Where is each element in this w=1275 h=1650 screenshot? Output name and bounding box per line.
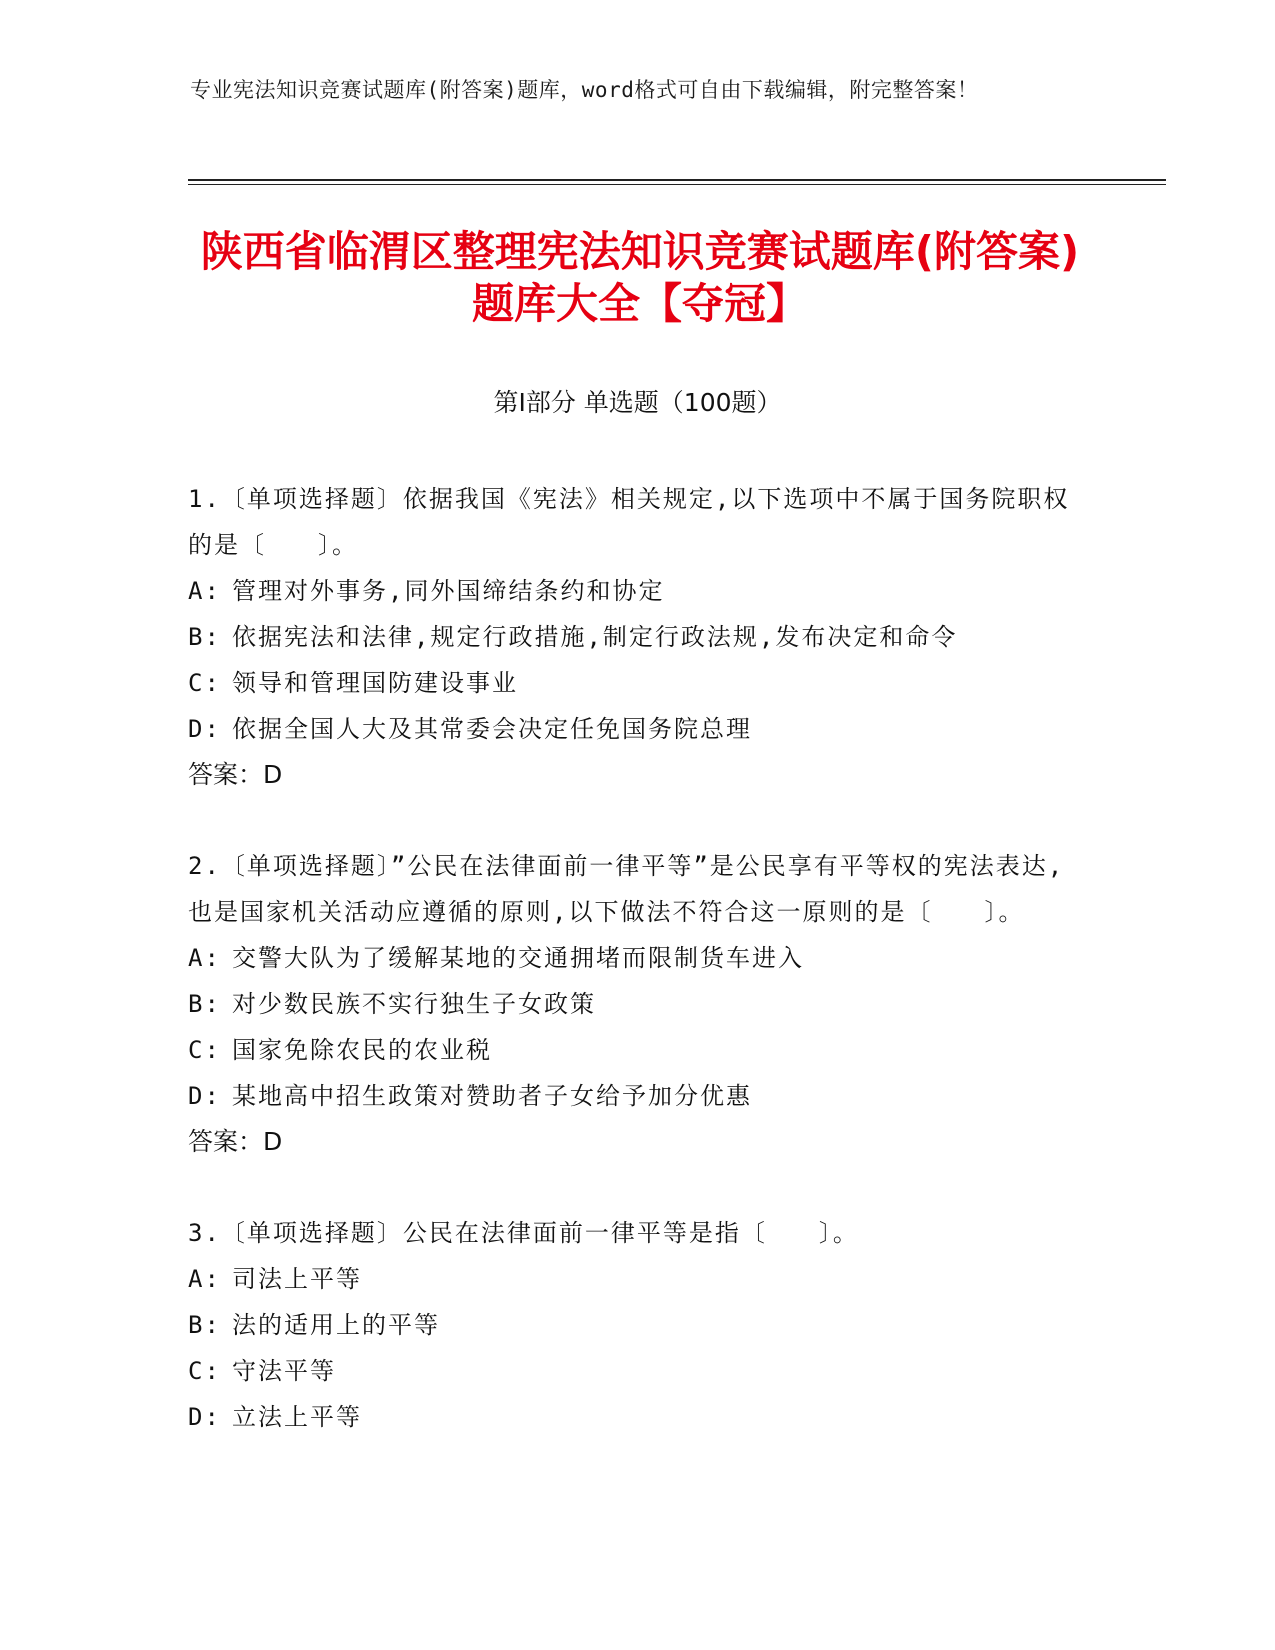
- option-c: [188, 1348, 1088, 1394]
- option-letter: A:: [188, 1265, 221, 1293]
- question-item: [188, 1210, 1088, 1440]
- option-a: [188, 568, 1088, 614]
- option-letter: D:: [188, 1403, 221, 1431]
- option-text: 管理对外事务,同外国缔结条约和协定: [232, 577, 665, 605]
- option-text: 某地高中招生政策对赞助者子女给予加分优惠: [232, 1082, 752, 1110]
- option-letter: B:: [188, 623, 221, 651]
- header-rule-thin: [188, 184, 1166, 185]
- option-letter: C:: [188, 1036, 221, 1064]
- option-letter: A:: [188, 944, 221, 972]
- option-b: [188, 614, 1088, 660]
- answer-line: 答案：D: [188, 760, 283, 789]
- option-text: 司法上平等: [232, 1265, 362, 1293]
- option-letter: C:: [188, 669, 221, 697]
- option-a: [188, 1256, 1088, 1302]
- option-c: [188, 660, 1088, 706]
- header-note: 专业宪法知识竞赛试题库(附答案)题库，word格式可自由下载编辑，附完整答案！: [190, 78, 979, 102]
- option-letter: D:: [188, 1082, 221, 1110]
- option-d: [188, 1394, 1088, 1440]
- option-b: [188, 981, 1088, 1027]
- option-d: [188, 706, 1088, 752]
- option-letter: B:: [188, 990, 221, 1018]
- option-c: [188, 1027, 1088, 1073]
- option-text: 交警大队为了缓解某地的交通拥堵而限制货车进入: [232, 944, 804, 972]
- option-b: [188, 1302, 1088, 1348]
- header-rule-thick: [188, 179, 1166, 181]
- option-text: 立法上平等: [232, 1403, 362, 1431]
- option-d: [188, 1073, 1088, 1119]
- question-item: [188, 843, 1088, 1165]
- section-title: 第I部分 单选题（100题）: [493, 388, 782, 417]
- option-letter: C:: [188, 1357, 221, 1385]
- question-stem: 3.〔单项选择题〕公民在法律面前一律平等是指〔 〕。: [188, 1219, 859, 1247]
- question-stem: 1.〔单项选择题〕依据我国《宪法》相关规定,以下选项中不属于国务院职权的是〔 〕。: [188, 485, 1070, 559]
- question-list: [188, 476, 1088, 1485]
- option-letter: D:: [188, 715, 221, 743]
- question-stem: 2.〔单项选择题〕”公民在法律面前一律平等”是公民享有平等权的宪法表达,也是国家机关活动应遵循的原则,以下做法不符合这一原则的是〔 〕。: [188, 852, 1065, 926]
- option-a: [188, 935, 1088, 981]
- option-text: 依据全国人大及其常委会决定任免国务院总理: [232, 715, 752, 743]
- option-text: 法的适用上的平等: [232, 1311, 440, 1339]
- option-text: 对少数民族不实行独生子女政策: [232, 990, 596, 1018]
- document-title: 陕西省临渭区整理宪法知识竞赛试题库(附答案)题库大全【夺冠】: [200, 227, 1080, 328]
- question-item: [188, 476, 1088, 798]
- option-text: 国家免除农民的农业税: [232, 1036, 492, 1064]
- option-text: 守法平等: [232, 1357, 336, 1385]
- option-text: 依据宪法和法律,规定行政措施,制定行政法规,发布决定和命令: [232, 623, 958, 651]
- option-letter: A:: [188, 577, 221, 605]
- answer-line: 答案：D: [188, 1127, 283, 1156]
- option-letter: B:: [188, 1311, 221, 1339]
- option-text: 领导和管理国防建设事业: [232, 669, 518, 697]
